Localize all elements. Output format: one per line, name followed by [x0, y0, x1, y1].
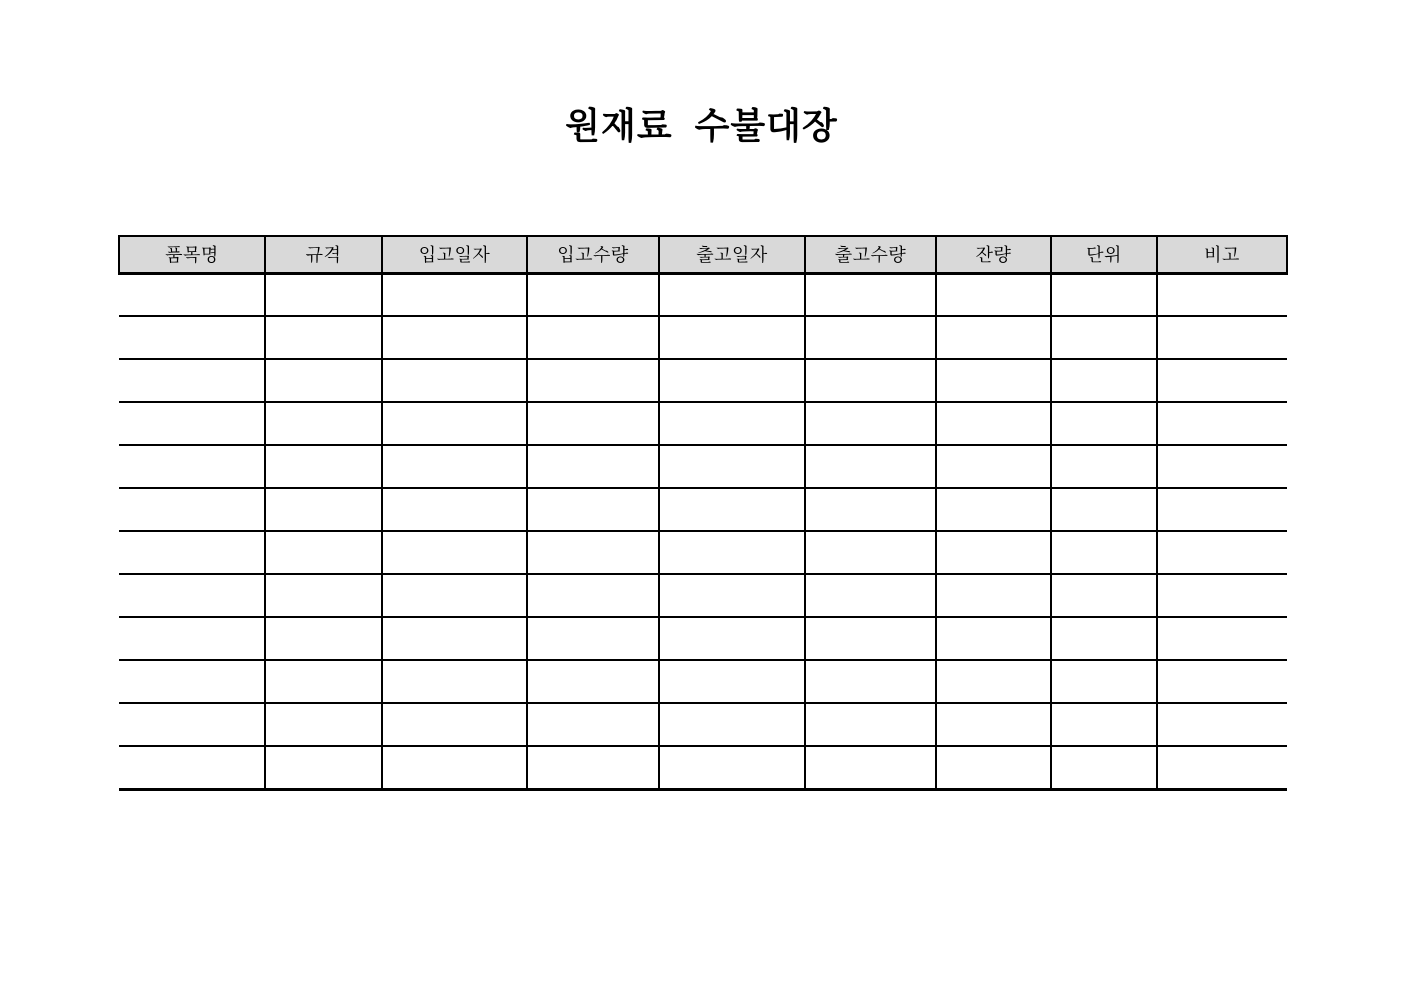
empty-cell [265, 402, 382, 445]
empty-cell [936, 574, 1051, 617]
empty-cell [1051, 703, 1157, 746]
col-header-remaining: 잔량 [936, 236, 1051, 273]
empty-cell [805, 660, 936, 703]
empty-cell [119, 746, 265, 789]
empty-cell [1051, 617, 1157, 660]
empty-cell [1157, 488, 1287, 531]
empty-cell [382, 617, 527, 660]
empty-cell [805, 617, 936, 660]
empty-cell [1157, 660, 1287, 703]
empty-cell [1051, 316, 1157, 359]
table-row [119, 316, 1287, 359]
empty-cell [382, 531, 527, 574]
empty-cell [265, 617, 382, 660]
empty-cell [1157, 617, 1287, 660]
table-row [119, 273, 1287, 316]
empty-cell [1157, 316, 1287, 359]
empty-cell [936, 617, 1051, 660]
empty-cell [659, 574, 805, 617]
empty-cell [265, 531, 382, 574]
empty-cell [527, 445, 659, 488]
table-row [119, 445, 1287, 488]
empty-cell [527, 617, 659, 660]
col-header-note: 비고 [1157, 236, 1287, 273]
empty-cell [382, 660, 527, 703]
empty-cell [1051, 402, 1157, 445]
empty-cell [265, 488, 382, 531]
table-row [119, 359, 1287, 402]
table-row [119, 488, 1287, 531]
table-row [119, 402, 1287, 445]
empty-cell [119, 273, 265, 316]
empty-cell [936, 746, 1051, 789]
empty-cell [265, 273, 382, 316]
empty-cell [805, 531, 936, 574]
empty-cell [119, 445, 265, 488]
empty-cell [936, 488, 1051, 531]
empty-cell [659, 746, 805, 789]
empty-cell [659, 488, 805, 531]
table-row [119, 703, 1287, 746]
empty-cell [527, 402, 659, 445]
empty-cell [527, 316, 659, 359]
empty-cell [805, 746, 936, 789]
empty-cell [119, 316, 265, 359]
empty-cell [265, 359, 382, 402]
empty-cell [805, 488, 936, 531]
empty-cell [527, 660, 659, 703]
table-row [119, 746, 1287, 789]
col-header-out-qty: 출고수량 [805, 236, 936, 273]
empty-cell [805, 316, 936, 359]
empty-cell [936, 445, 1051, 488]
table-body [119, 273, 1287, 789]
col-header-in-qty: 입고수량 [527, 236, 659, 273]
empty-cell [659, 359, 805, 402]
empty-cell [382, 445, 527, 488]
empty-cell [119, 660, 265, 703]
empty-cell [805, 359, 936, 402]
empty-cell [659, 316, 805, 359]
empty-cell [1157, 273, 1287, 316]
empty-cell [265, 746, 382, 789]
table-row [119, 531, 1287, 574]
empty-cell [936, 359, 1051, 402]
empty-cell [1157, 359, 1287, 402]
empty-cell [1051, 445, 1157, 488]
empty-cell [382, 488, 527, 531]
material-ledger-table [118, 235, 1288, 791]
empty-cell [119, 574, 265, 617]
empty-cell [936, 273, 1051, 316]
empty-cell [527, 359, 659, 402]
empty-cell [265, 660, 382, 703]
empty-cell [1157, 746, 1287, 789]
empty-cell [382, 574, 527, 617]
empty-cell [659, 273, 805, 316]
empty-cell [659, 703, 805, 746]
empty-cell [119, 359, 265, 402]
table-row [119, 660, 1287, 703]
empty-cell [527, 531, 659, 574]
empty-cell [382, 273, 527, 316]
empty-cell [527, 703, 659, 746]
page-title: 원재료 수불대장 [565, 105, 838, 146]
empty-cell [1051, 746, 1157, 789]
col-header-in-date: 입고일자 [382, 236, 527, 273]
empty-cell [1051, 488, 1157, 531]
empty-cell [1051, 574, 1157, 617]
header-row [119, 236, 1287, 273]
empty-cell [382, 402, 527, 445]
empty-cell [936, 660, 1051, 703]
empty-cell [1157, 402, 1287, 445]
col-header-out-date: 출고일자 [659, 236, 805, 273]
empty-cell [936, 703, 1051, 746]
empty-cell [659, 660, 805, 703]
empty-cell [1051, 359, 1157, 402]
empty-cell [1051, 273, 1157, 316]
empty-cell [659, 531, 805, 574]
empty-cell [659, 445, 805, 488]
empty-cell [382, 746, 527, 789]
empty-cell [265, 445, 382, 488]
empty-cell [1157, 703, 1287, 746]
empty-cell [805, 402, 936, 445]
empty-cell [1157, 531, 1287, 574]
empty-cell [527, 574, 659, 617]
empty-cell [119, 488, 265, 531]
empty-cell [382, 359, 527, 402]
empty-cell [119, 617, 265, 660]
table-row [119, 617, 1287, 660]
empty-cell [527, 273, 659, 316]
empty-cell [382, 316, 527, 359]
empty-cell [805, 273, 936, 316]
col-header-spec: 규격 [265, 236, 382, 273]
empty-cell [936, 316, 1051, 359]
empty-cell [659, 402, 805, 445]
empty-cell [265, 574, 382, 617]
empty-cell [527, 746, 659, 789]
empty-cell [119, 531, 265, 574]
empty-cell [265, 703, 382, 746]
empty-cell [119, 402, 265, 445]
col-header-item-name: 품목명 [119, 236, 265, 273]
empty-cell [1157, 574, 1287, 617]
empty-cell [382, 703, 527, 746]
empty-cell [805, 703, 936, 746]
empty-cell [805, 574, 936, 617]
empty-cell [936, 402, 1051, 445]
empty-cell [805, 445, 936, 488]
empty-cell [1051, 660, 1157, 703]
empty-cell [1051, 531, 1157, 574]
col-header-unit: 단위 [1051, 236, 1157, 273]
empty-cell [659, 617, 805, 660]
table-row [119, 574, 1287, 617]
empty-cell [527, 488, 659, 531]
empty-cell [936, 531, 1051, 574]
empty-cell [265, 316, 382, 359]
empty-cell [119, 703, 265, 746]
empty-cell [1157, 445, 1287, 488]
